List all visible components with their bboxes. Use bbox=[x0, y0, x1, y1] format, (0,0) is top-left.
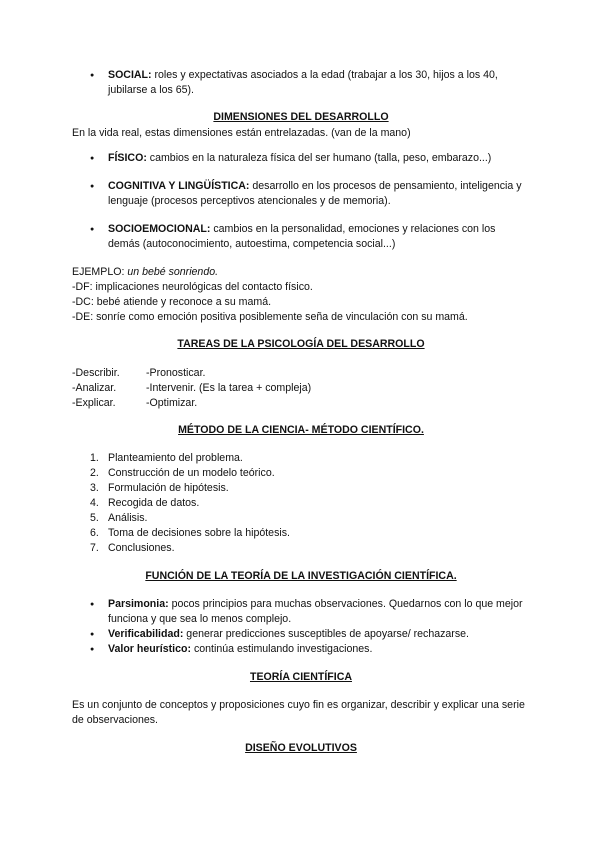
list-item: 2. Construcción de un modelo teórico. bbox=[90, 467, 275, 479]
list-item: 5. Análisis. bbox=[90, 512, 148, 524]
paragraph: Es un conjunto de conceptos y proposiciones cuyo fin es organizar, describir y explicar una serie de observaciones. bbox=[72, 699, 525, 726]
section-heading: TAREAS DE LA PSICOLOGÍA DEL DESARROLLO bbox=[177, 338, 425, 350]
section-heading: DISEÑO EVOLUTIVOS bbox=[245, 742, 357, 754]
function-list bbox=[72, 597, 530, 657]
list-item: ● SOCIAL: roles y expectativas asociados a la edad (trabajar a los 30, hijos a los 40, jubilarse a los 65). bbox=[108, 68, 530, 98]
task-row: -Explicar. -Optimizar. bbox=[72, 397, 198, 409]
paragraph: En la vida real, estas dimensiones están entrelazadas. (van de la mano) bbox=[72, 127, 411, 139]
list-item: 7. Conclusiones. bbox=[90, 542, 175, 554]
example-line: -DC: bebé atiende y reconoce a su mamá. bbox=[72, 296, 272, 308]
list-item: ● SOCIOEMOCIONAL: cambios en la personalidad, emociones y relaciones con los demás (autoconocimiento, autoestima, competencia social...) bbox=[108, 222, 530, 252]
list-item: ● FÍSICO: cambios en la naturaleza física del ser humano (talla, peso, embarazo...) bbox=[108, 151, 530, 166]
list-item: ● COGNITIVA Y LINGÜÍSTICA: desarrollo en los procesos de pensamiento, inteligencia y lenguaje (procesos perceptivos atencionales y de memoria). bbox=[108, 179, 530, 209]
task-row: -Analizar. -Intervenir. (Es la tarea + compleja) bbox=[72, 382, 312, 394]
list-item: ● Verificabilidad: generar predicciones susceptibles de apoyarse/ rechazarse. bbox=[108, 627, 530, 642]
example-line: -DE: sonríe como emoción positiva posiblemente seña de vinculación con su mamá. bbox=[72, 311, 468, 323]
dimensions-list bbox=[72, 151, 530, 252]
section-heading: DIMENSIONES DEL DESARROLLO bbox=[213, 111, 389, 123]
list-item: ● Valor heurístico: continúa estimulando investigaciones. bbox=[108, 642, 530, 657]
method-steps bbox=[72, 451, 530, 556]
example-line: -DF: implicaciones neurológicas del contacto físico. bbox=[72, 281, 313, 293]
list-item: 1. Planteamiento del problema. bbox=[90, 452, 243, 464]
list-item: 4. Recogida de datos. bbox=[90, 497, 200, 509]
list-item: ● Parsimonia: pocos principios para muchas observaciones. Quedarnos con lo que mejor funciona y que sea lo menos complejo. bbox=[108, 597, 530, 627]
section-heading: TEORÍA CIENTÍFICA bbox=[249, 671, 352, 683]
list-item: 6. Toma de decisiones sobre la hipótesis. bbox=[90, 527, 290, 539]
task-row: -Describir. -Pronosticar. bbox=[72, 367, 206, 379]
list-item: 3. Formulación de hipótesis. bbox=[90, 482, 229, 494]
social-list bbox=[72, 68, 530, 98]
section-heading: MÉTODO DE LA CIENCIA- MÉTODO CIENTÍFICO. bbox=[178, 424, 424, 436]
section-heading: FUNCIÓN DE LA TEORÍA DE LA INVESTIGACIÓN CIENTÍFICA. bbox=[145, 570, 457, 582]
example-title: EJEMPLO: un bebé sonriendo. bbox=[72, 266, 219, 278]
